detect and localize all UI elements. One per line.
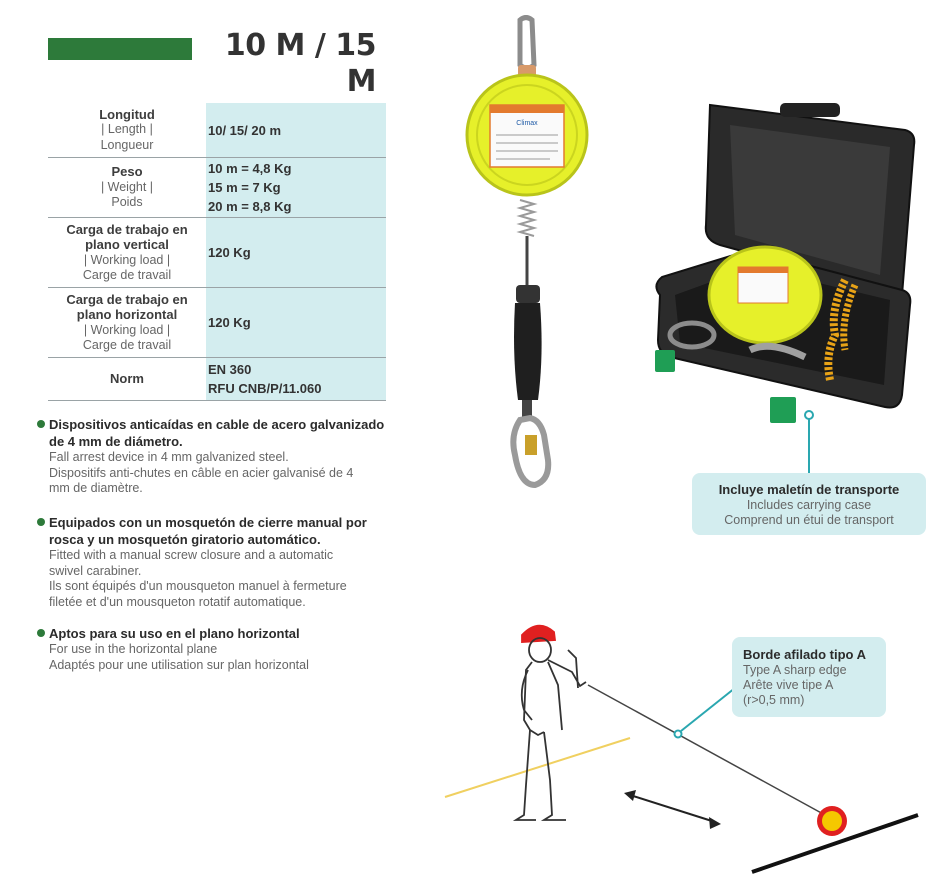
bullet-dot-icon <box>37 629 45 637</box>
spec-value <box>206 103 386 158</box>
spec-value-line: 10/ 15/ 20 m <box>208 122 281 138</box>
spec-value-line: 120 Kg <box>208 315 251 330</box>
spec-row-vertical-load <box>48 218 386 288</box>
callout-text-en: Includes carrying case <box>746 498 872 512</box>
spec-row-norm <box>48 358 386 401</box>
spec-label <box>48 358 206 401</box>
spec-label-en: | Length | <box>101 122 153 137</box>
movement-arrow-icon <box>630 795 715 822</box>
callout-text-fr: Comprend un étui de transport <box>724 513 894 527</box>
bullet-text: Adaptés pour une utilisation sur plan horizontal <box>49 657 309 672</box>
spec-value <box>206 218 386 288</box>
spec-label-fr: Carge de travail <box>82 338 172 352</box>
spec-label-es: plano horizontal <box>76 307 178 322</box>
feature-bullet-carabiners <box>37 514 417 610</box>
spec-label-en: | Working load | <box>83 322 171 337</box>
spec-label <box>48 103 206 158</box>
sharp-edge-callout <box>732 637 886 717</box>
energy-absorber-icon <box>514 303 542 400</box>
bullet-text: Fall arrest device in 4 mm galvanized steel. <box>49 450 289 464</box>
header-green-bar <box>48 38 192 60</box>
top-carabiner-icon <box>520 18 534 69</box>
bullet-text: filetée et d'un mousqueton rotatif automatique. <box>49 594 306 609</box>
bullet-dot-icon <box>37 518 45 526</box>
spec-row-weight <box>48 158 386 218</box>
spec-value-line: RFU CNB/P/11.060 <box>208 381 322 396</box>
device-brand-label: Climax <box>516 120 538 127</box>
spec-value-line: 120 Kg <box>208 245 251 260</box>
spec-label <box>48 288 206 358</box>
spec-value-line: 20 m = 8,8 Kg <box>208 199 292 214</box>
bullet-text: Ils sont équipés d'un mousqueton manuel à fermeture <box>49 579 347 593</box>
device-label-plate <box>490 105 564 167</box>
spec-label-es: plano vertical <box>85 237 169 252</box>
bullet-text: swivel carabiner. <box>49 563 142 578</box>
spec-row-length <box>48 103 386 158</box>
spec-value-line: 10 m = 4,8 Kg <box>208 161 292 176</box>
anchor-plane-line <box>445 738 630 797</box>
feature-bullet-horizontal <box>37 625 417 673</box>
edge-marker <box>675 731 682 738</box>
bullet-dot-icon <box>37 420 45 428</box>
title-line-1: 10 M / 15 M <box>224 28 376 99</box>
bullet-heading: Dispositivos anticaídas en cable de acero galvanizado <box>49 417 385 432</box>
latch-icon <box>770 397 796 423</box>
spec-label-fr: Carge de travail <box>82 268 172 282</box>
bullet-text: Dispositifs anti-chutes en câble en acier galvanisé de 4 <box>49 465 354 480</box>
carrying-case-callout <box>692 473 926 535</box>
feature-bullet-cable <box>37 416 417 497</box>
spec-value <box>206 158 386 218</box>
worker-figure-icon <box>516 626 586 820</box>
specs-table <box>48 103 386 401</box>
spec-label-es: Longitud <box>99 106 155 122</box>
case-callout-connector <box>795 405 825 475</box>
fall-arrest-device-illustration <box>460 15 600 495</box>
carrying-case-illustration <box>640 95 920 440</box>
spec-value-line: 15 m = 7 Kg <box>208 180 281 195</box>
spring-icon <box>520 200 534 236</box>
spec-label-en: | Weight | <box>100 179 154 194</box>
bullet-text: mm de diamètre. <box>49 481 143 495</box>
spec-value-line: EN 360 <box>208 362 252 377</box>
spec-label <box>48 158 206 218</box>
callout-text-en: Type A sharp edge <box>743 663 847 677</box>
bullet-heading: rosca y un mosquetón giratorio automático. <box>49 532 321 547</box>
callout-title: Incluye maletín de transporte <box>718 482 900 497</box>
callout-text-fr: Arête vive tipe A <box>743 678 834 692</box>
bullet-heading: de 4 mm de diámetro. <box>49 434 183 449</box>
callout-title: Borde afilado tipo A <box>743 647 867 662</box>
spec-row-horizontal-load <box>48 288 386 358</box>
spec-label-es: Carga de trabajo en <box>66 291 188 307</box>
bullet-heading: Equipados con un mosquetón de cierre manual por <box>49 515 367 530</box>
spec-label-es: Peso <box>111 164 143 180</box>
spec-label-fr: Longueur <box>100 137 154 152</box>
spec-label-fr: Poids <box>111 195 143 210</box>
callout-text-note: (r>0,5 mm) <box>743 693 805 707</box>
latch-icon <box>655 350 675 372</box>
spec-label-es: Carga de trabajo en <box>66 221 188 237</box>
bullet-text: Fitted with a manual screw closure and a automatic <box>49 548 334 562</box>
spec-value <box>206 358 386 401</box>
bullet-heading: Aptos para su uso en el plano horizontal <box>49 626 300 641</box>
spec-label <box>48 218 206 288</box>
bullet-text: For use in the horizontal plane <box>49 642 218 656</box>
spec-value <box>206 288 386 358</box>
spec-label-es: Norm <box>110 371 144 387</box>
spec-label-en: | Working load | <box>83 252 171 267</box>
